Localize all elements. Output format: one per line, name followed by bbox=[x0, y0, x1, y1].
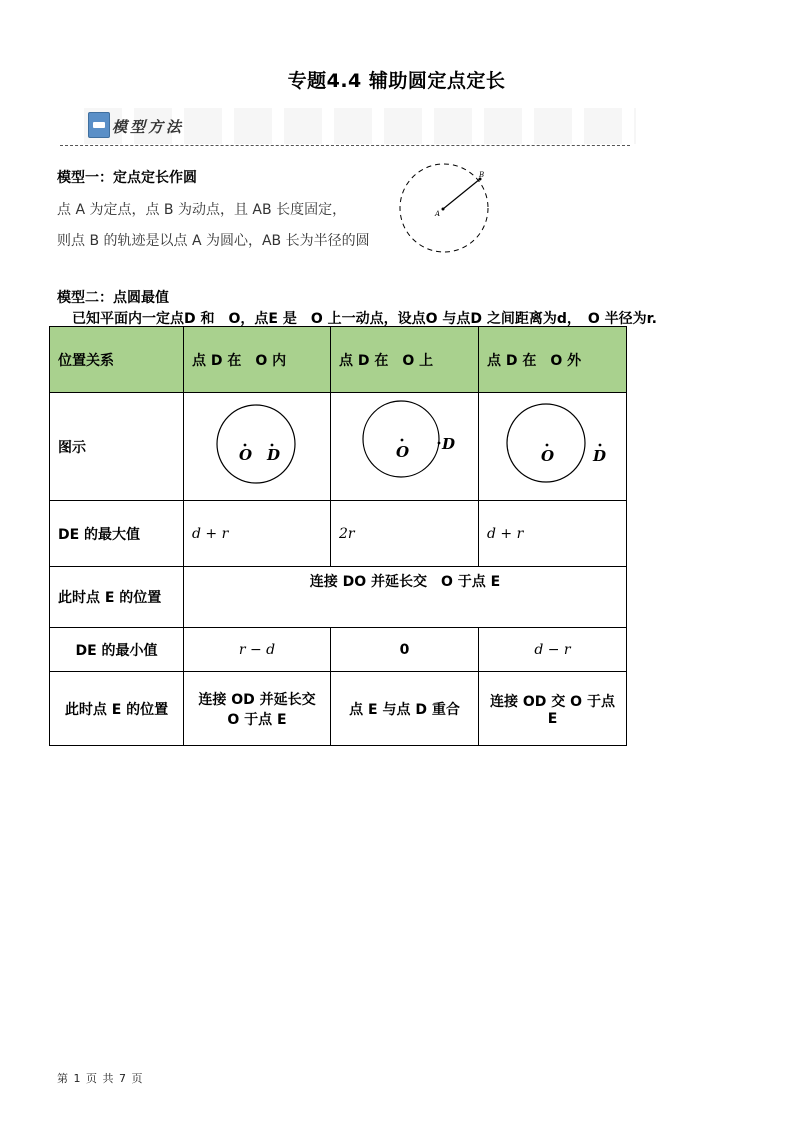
model1-line2: 则点 B 的轨迹是以点 A 为圆心，AB 长为半径的圆 bbox=[57, 233, 370, 249]
label-d: D bbox=[267, 445, 281, 464]
value-cell bbox=[184, 672, 331, 746]
point-a bbox=[442, 208, 445, 211]
circle-diagram-on bbox=[339, 397, 469, 497]
model2-heading: 模型二：点圆最值 bbox=[57, 290, 169, 306]
value-cell: 连接 OD 交 O 于点 E bbox=[479, 672, 627, 746]
diagram-cell-inside bbox=[184, 393, 331, 501]
value-cell: r − d bbox=[238, 641, 276, 658]
row-label: 图示 bbox=[50, 393, 184, 501]
table-header-row bbox=[50, 327, 627, 393]
label-d: D bbox=[442, 434, 456, 453]
row-label: DE 的最大值 bbox=[50, 501, 184, 567]
circle-diagram-inside bbox=[192, 397, 322, 497]
label-o: O bbox=[396, 442, 410, 461]
diagram-cell-on bbox=[331, 393, 479, 501]
diagram-cell-outside bbox=[479, 393, 627, 501]
circle-diagram-outside bbox=[487, 397, 617, 497]
table-row bbox=[50, 628, 627, 672]
header-cell: 点 D 在 O 外 bbox=[479, 327, 627, 393]
header-cell: 点 D 在 O 上 bbox=[331, 327, 479, 393]
header-cell: 点 D 在 O 内 bbox=[184, 327, 331, 393]
row-label: 此时点 E 的位置 bbox=[50, 567, 184, 628]
label-o: O bbox=[541, 446, 555, 465]
row-label: DE 的最小值 bbox=[50, 628, 184, 672]
segment-ab bbox=[443, 179, 480, 209]
value-cell: d + r bbox=[192, 525, 229, 542]
section-banner bbox=[84, 108, 636, 144]
table-row bbox=[50, 393, 627, 501]
comparison-table bbox=[49, 326, 627, 746]
label-o: O bbox=[239, 445, 253, 464]
table-row bbox=[50, 501, 627, 567]
label-d: D bbox=[593, 446, 607, 465]
circle-locus-figure bbox=[396, 162, 496, 258]
value-line: 连接 OD 并延长交 bbox=[198, 691, 316, 708]
dashed-divider bbox=[60, 145, 630, 146]
banner-label: 模型方法 bbox=[112, 118, 185, 136]
header-cell: 位置关系 bbox=[50, 327, 184, 393]
table-row bbox=[50, 567, 627, 628]
table-row bbox=[50, 672, 627, 746]
label-a: A bbox=[435, 210, 441, 218]
model1-heading: 模型一：定点定长作圆 bbox=[57, 170, 197, 186]
model2-intro: 已知平面内一定点D 和 O，点E 是 O 上一动点，设点O 与点D 之间距离为d， O 半径为r. bbox=[72, 311, 657, 327]
value-cell: d + r bbox=[487, 525, 524, 542]
merged-value-cell: 连接 DO 并延长交 O 于点 E bbox=[184, 567, 627, 628]
notebook-icon bbox=[88, 112, 110, 138]
page-footer: 第 1 页 共 7 页 bbox=[57, 1072, 144, 1085]
value-cell: d − r bbox=[534, 641, 571, 658]
model1-line1: 点 A 为定点，点 B 为动点，且 AB 长度固定， bbox=[57, 202, 347, 218]
value-cell: 0 bbox=[399, 641, 410, 658]
value-cell: 2r bbox=[339, 525, 355, 542]
value-line: O 于点 E bbox=[227, 711, 287, 728]
label-b: B bbox=[479, 171, 485, 179]
page-title: 专题4.4 辅助圆定点定长 bbox=[287, 70, 506, 92]
value-cell: 点 E 与点 D 重合 bbox=[331, 672, 479, 746]
row-label: 此时点 E 的位置 bbox=[50, 672, 184, 746]
